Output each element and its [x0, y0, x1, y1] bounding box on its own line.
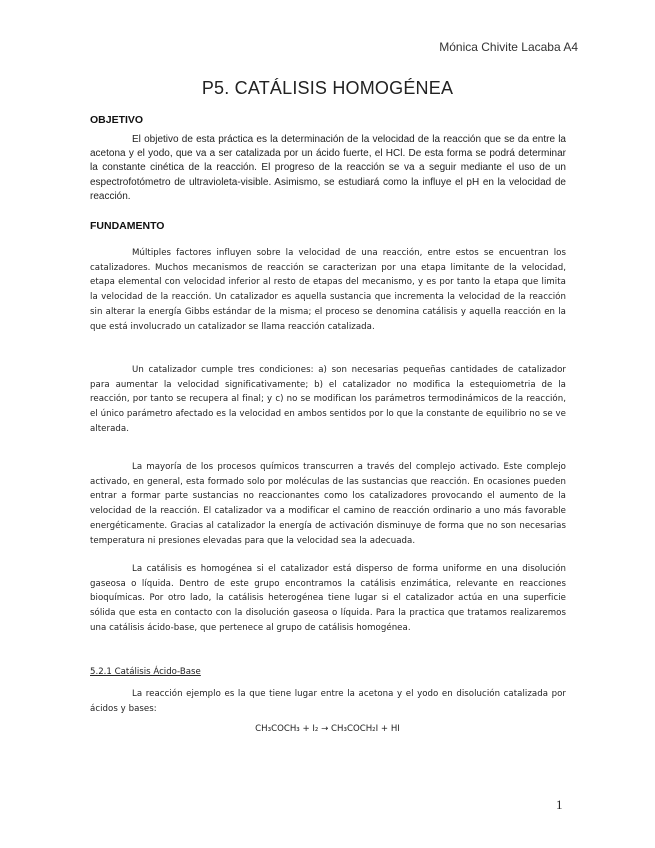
objetivo-paragraph: El objetivo de esta práctica es la determinación de la velocidad de la reacción que se da entre la acetona y el yodo, que va a ser catalizada por un ácido fuerte, el HCl. De esta forma se podrá determinar la constante cinética de la reacción. El progreso de la reacción se va a seguir mediante el uso de un espectrofotómetro de ultravioleta-visible. Asimismo, se estudiará como la influye el pH en la velocidad de reacción.	[90, 134, 566, 202]
page-number: 1	[556, 797, 563, 812]
fundamento-paragraph-1: Múltiples factores influyen sobre la velocidad de una reacción, entre estos se encuentran los catalizadores. Muchos mecanismos de reacción se caracterizan por una etapa limitante de la velocidad, etapa elemental con velocidad inferior al resto de etapas del mecanismo, y es por tanto la etapa que limita la velocidad de la reacción. Un catalizador es aquella sustancia que incrementa la velocidad de la reacción sin alterar la energía Gibbs estándar de la misma; el proceso se denomina catálisis y aquella reacción en la que está involucrado un catalizador se llama reacción catalizada.	[90, 248, 566, 332]
page-title: P5. CATÁLISIS HOMOGÉNEA	[201, 78, 454, 98]
fundamento-paragraph-4: La catálisis es homogénea si el catalizador está disperso de forma uniforme en una disolución gaseosa o líquida. Dentro de este grupo encontramos la catálisis enzimática, relevante en reacciones bioquímicas. Por otro lado, la catálisis heterogénea tiene lugar si el catalizador actúa en una superficie sólida que esta en contacto con la disolución gaseosa o líquida. Para la practica que tratamos realizaremos una catálisis ácido-base, que pertenece al grupo de catálisis homogénea.	[90, 564, 566, 633]
reaction-equation: CH₃COCH₃ + I₂ → CH₃COCH₂I + HI	[255, 724, 400, 734]
acido-base-paragraph: La reacción ejemplo es la que tiene lugar entre la acetona y el yodo en disolución catalizada por ácidos y bases:	[90, 689, 566, 714]
fundamento-paragraph-3: La mayoría de los procesos químicos transcurren a través del complejo activado. Este complejo activado, en general, esta formado solo por moléculas de las sustancias que reacción. En ocasiones pueden entrar a formar parte sustancias no reaccionantes como los catalizadores provocando el aumento de la velocidad de la reacción. El catalizador va a modificar el camino de reacción ordinario a uno más favorable energéticamente. Gracias al catalizador la energía de activación disminuye de forma que no son necesarias temperatura ni presiones elevadas para que la velocidad sea la adecuada.	[90, 462, 566, 546]
subsection-heading-acido-base: 5.2.1 Catálisis Ácido-Base	[90, 667, 201, 677]
section-heading-objetivo: OBJETIVO	[90, 114, 144, 126]
section-heading-fundamento: FUNDAMENTO	[90, 220, 165, 232]
fundamento-paragraph-2: Un catalizador cumple tres condiciones: a) son necesarias pequeñas cantidades de catalizador para aumentar la velocidad significativamente; b) el catalizador no modifica la estequiometria de la reacción, por tanto se recupera al final; y c) no se modifican los parámetros termodinámicos de la reacción, el único parámetro afectado es la velocidad en ambos sentidos por lo que la constante de equilibrio no se ve alterada.	[90, 365, 566, 434]
header-author: Mónica Chivite Lacaba A4	[439, 40, 578, 54]
